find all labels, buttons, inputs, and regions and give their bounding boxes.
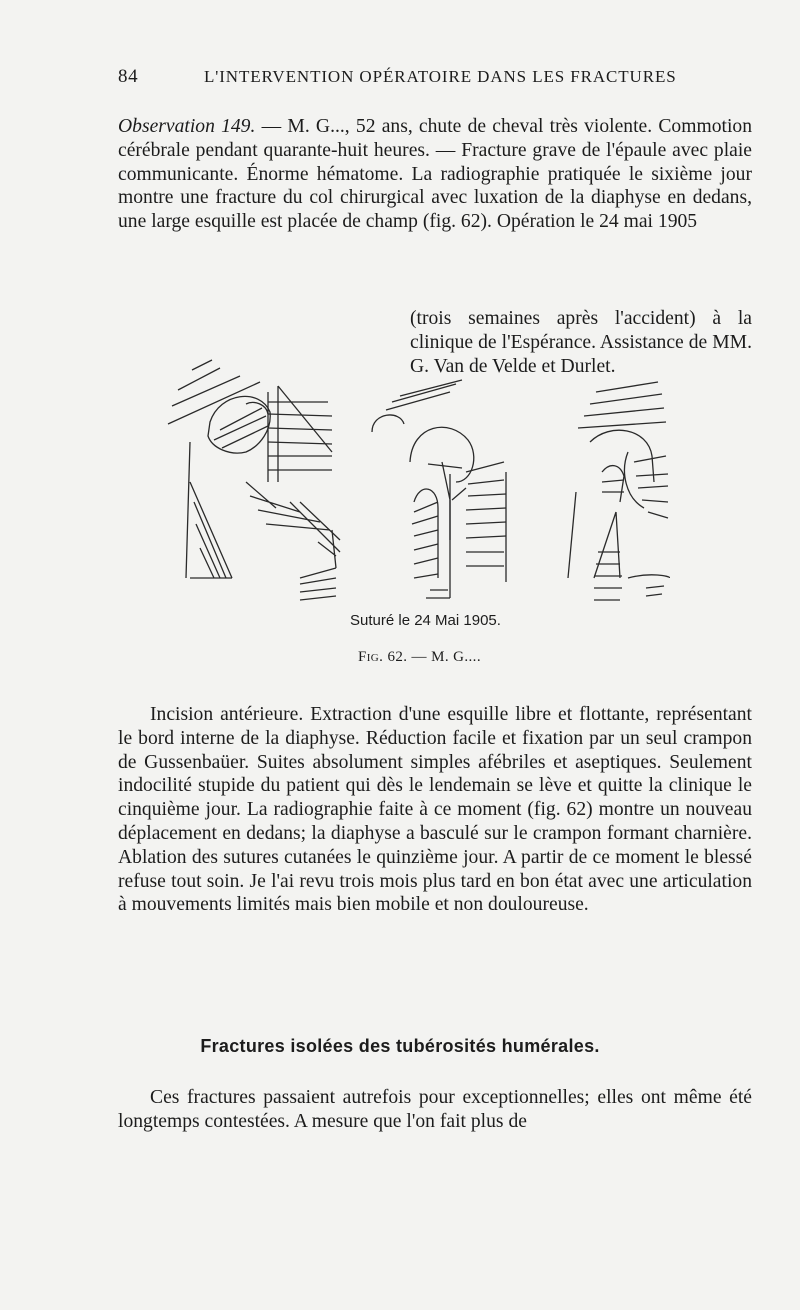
figure-label: Suturé le 24 Mai 1905. <box>350 612 501 629</box>
shoulder-drawing-right <box>568 382 670 600</box>
observation-wrap-text: (trois semaines après l'accident) à la clinique de l'Espérance. Assistance de MM. G. Van de Velde et Durlet. <box>410 308 752 377</box>
shoulder-drawing-middle <box>372 380 506 598</box>
section-title: Fractures isolées des tubérosités humérales. <box>200 1036 600 1056</box>
observation-text: — M. G..., 52 ans, chute de cheval très violente. Commotion cérébrale pendant quarante-huit heures. — Fracture grave de l'épaule avec plaie communicante. Énorme hématome. La radiographie pratiquée le sixième jour montre une fracture du col chirurgical avec luxation de la diaphyse en dedans, une large esquille est placée de champ (fig. 62). Opération le 24 mai 1905 <box>118 116 752 233</box>
figure-number: Fig. 62. <box>358 649 408 665</box>
radiograph-drawings <box>150 352 670 622</box>
running-title: L'INTERVENTION OPÉRATOIRE DANS LES FRACTURES <box>204 67 677 86</box>
shoulder-drawing-left <box>168 360 340 600</box>
figure-caption-text: — M. G.... <box>407 649 481 665</box>
page-number: 84 <box>118 66 139 87</box>
observation-paragraph <box>118 115 752 234</box>
running-header <box>118 66 728 90</box>
observation-heading: Observation 149. <box>118 116 256 137</box>
section-paragraph: Ces fractures passaient autrefois pour exceptionnelles; elles ont même été longtemps contestées. A mesure que l'on fait plus de <box>118 1087 752 1132</box>
figure-caption <box>358 649 481 666</box>
body-paragraph: Incision antérieure. Extraction d'une esquille libre et flottante, représentant le bord interne de la diaphyse. Réduction facile et fixation par un seul crampon de Gussenbaüer. Suites absolument simples afébriles et aseptiques. Seulement indocilité stupide du patient qui dès le lendemain se lève et quitte la clinique le cinquième jour. La radiographie faite à ce moment (fig. 62) montre un nouveau déplacement en dedans; la diaphyse a basculé sur le crampon formant charnière. Ablation des sutures cutanées le quinzième jour. A partir de ce moment le blessé refuse tout soin. Je l'ai revu trois mois plus tard en bon état avec une articulation à mouvements limités mais bien mobile et non douloureuse. <box>118 704 752 916</box>
